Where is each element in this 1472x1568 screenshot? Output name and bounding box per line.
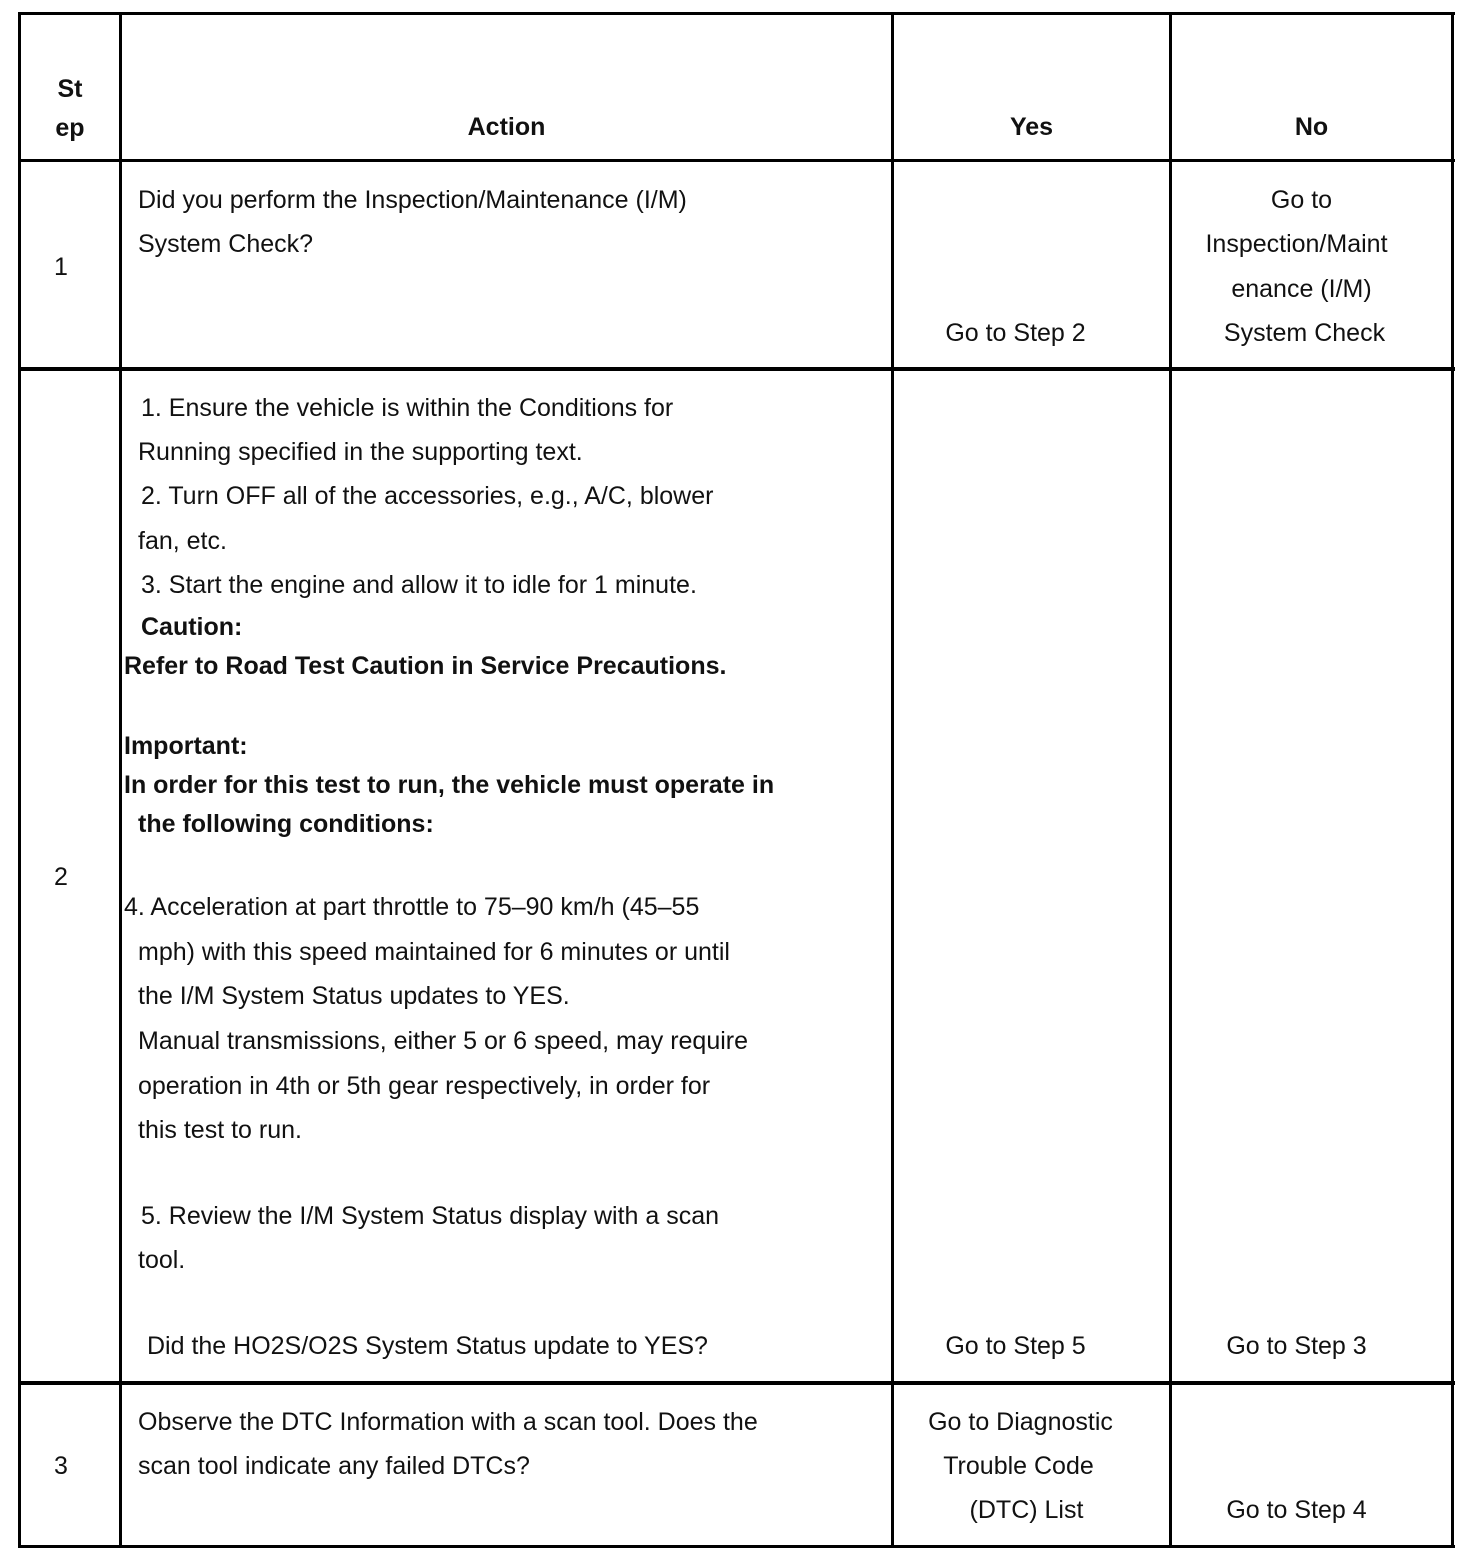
action-text: 4. Acceleration at part throttle to 75–90 km/h (45–55 xyxy=(124,893,700,921)
important-text: In order for this test to run, the vehicle must operate in xyxy=(124,771,775,799)
action-text: Manual transmissions, either 5 or 6 speed, may require xyxy=(138,1027,749,1055)
header-step xyxy=(21,77,119,141)
table-bottom-border xyxy=(18,1545,1455,1548)
no-cell-line: enance (I/M) xyxy=(1231,275,1372,303)
action-text: 1. Ensure the vehicle is within the Conditions for xyxy=(141,394,674,422)
action-text: scan tool indicate any failed DTCs? xyxy=(138,1452,530,1480)
question-text: Did the HO2S/O2S System Status update to YES? xyxy=(147,1332,708,1360)
header-no: No xyxy=(1294,113,1329,141)
action-text: 3. Start the engine and allow it to idle for 1 minute. xyxy=(141,571,697,599)
action-text: Running specified in the supporting text. xyxy=(138,438,583,466)
action-text: the I/M System Status updates to YES. xyxy=(138,982,570,1010)
step-number: 1 xyxy=(54,253,68,281)
yes-cell-line: Go to Diagnostic xyxy=(928,1408,1113,1436)
header-yes: Yes xyxy=(1009,113,1054,141)
action-text: operation in 4th or 5th gear respectively, in order for xyxy=(138,1072,711,1100)
important-text: the following conditions: xyxy=(138,810,434,838)
action-text: System Check? xyxy=(138,230,314,258)
action-text: this test to run. xyxy=(138,1116,302,1144)
column-divider xyxy=(119,12,122,1548)
header-action: Action xyxy=(467,113,546,141)
caution-text: Refer to Road Test Caution in Service Precautions. xyxy=(124,652,727,680)
no-cell-line: Go to xyxy=(1270,186,1333,214)
header-step-line1: St xyxy=(57,75,83,103)
important-label: Important: xyxy=(124,732,248,760)
yes-cell-line: (DTC) List xyxy=(969,1496,1084,1524)
no-cell-line: Inspection/Maint xyxy=(1205,230,1388,258)
no-cell-line: System Check xyxy=(1223,319,1386,347)
action-text: Did you perform the Inspection/Maintenance (I/M) xyxy=(138,186,687,214)
step-number: 2 xyxy=(54,863,68,891)
yes-cell: Go to Step 2 xyxy=(945,319,1086,347)
yes-cell-line: Trouble Code xyxy=(943,1452,1094,1480)
yes-cell: Go to Step 5 xyxy=(945,1332,1086,1360)
table-left-border xyxy=(18,12,21,1548)
row-divider xyxy=(18,1381,1455,1385)
action-text: 5. Review the I/M System Status display with a scan xyxy=(141,1202,720,1230)
table-top-border xyxy=(18,12,1455,15)
no-cell: Go to Step 4 xyxy=(1226,1496,1367,1524)
action-text: mph) with this speed maintained for 6 minutes or until xyxy=(138,938,730,966)
no-cell: Go to Step 3 xyxy=(1226,1332,1367,1360)
table-right-border xyxy=(1451,12,1454,1548)
step-number: 3 xyxy=(54,1452,68,1480)
column-divider xyxy=(891,12,894,1548)
action-text: tool. xyxy=(138,1246,186,1274)
caution-label: Caution: xyxy=(141,613,243,641)
header-step-line2: ep xyxy=(55,114,85,142)
row-divider xyxy=(18,367,1455,371)
header-divider xyxy=(18,159,1455,162)
action-text: Observe the DTC Information with a scan tool. Does the xyxy=(138,1408,758,1436)
action-text: fan, etc. xyxy=(138,527,227,555)
action-text: 2. Turn OFF all of the accessories, e.g., A/C, blower xyxy=(141,482,714,510)
